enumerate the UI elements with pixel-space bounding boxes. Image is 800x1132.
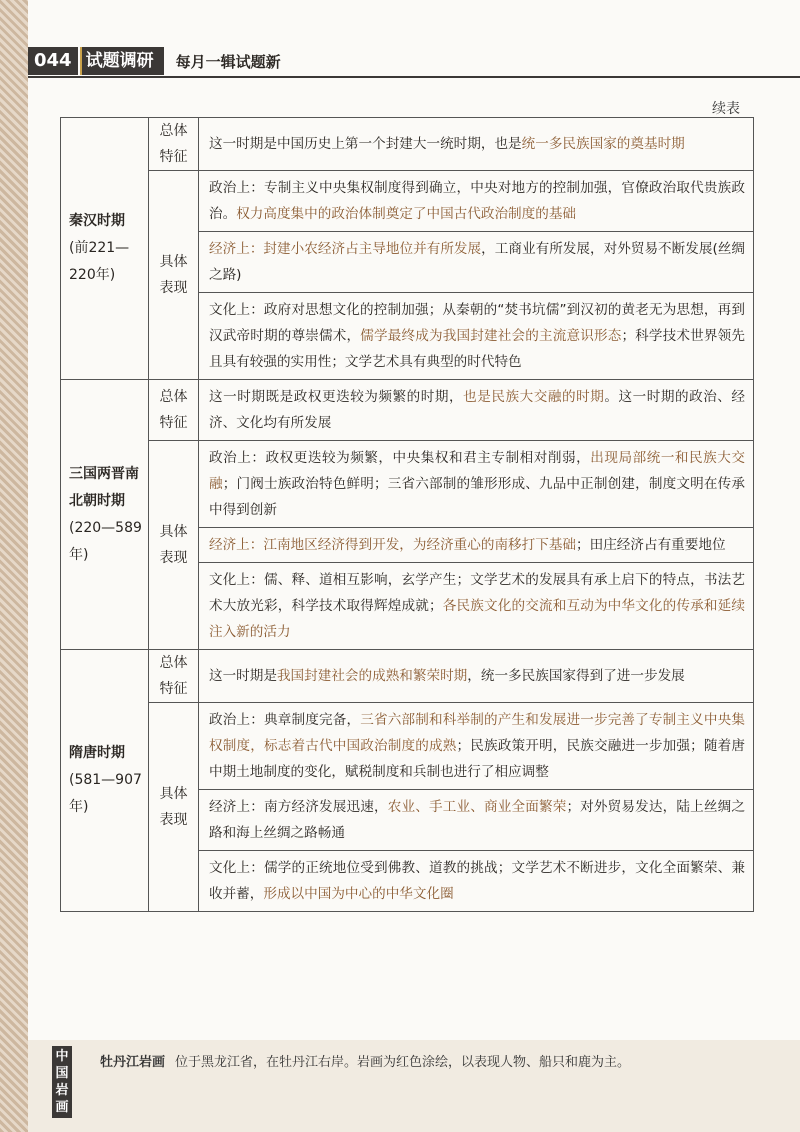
overall-content bbox=[199, 118, 754, 171]
footer-note bbox=[100, 1052, 720, 1074]
period-years: (220—589年) bbox=[69, 519, 142, 563]
period-name: 秦汉时期 bbox=[69, 213, 125, 229]
text-segment: 文化上：政府对思想文化的控制加强；从秦朝的“焚书坑儒”到汉初的黄老无为思想，再到汉武帝时期的尊崇儒术， bbox=[209, 302, 745, 344]
detail-label: 具体表现 bbox=[149, 703, 199, 912]
period-name-cell bbox=[61, 650, 149, 912]
detail-row bbox=[61, 171, 754, 232]
highlighted-text: 各民族文化的交流和互动为中华文化的传承和延续注入新的活力 bbox=[209, 598, 746, 640]
text-segment: ；田庄经济占有重要地位 bbox=[576, 537, 726, 553]
header-rule bbox=[28, 76, 800, 78]
highlighted-text: 三省六部制和科举制的产生和发展进一步完善了专制主义中央集权制度，标志着古代中国政治制度的成熟 bbox=[209, 712, 746, 754]
highlighted-text: 农业、手工业、商业全面繁荣 bbox=[387, 799, 567, 815]
text-segment: 。这一时期的政治、经济、文化均有所发展 bbox=[209, 389, 746, 431]
footer-tag: 中国岩画 bbox=[52, 1046, 72, 1118]
detail-content bbox=[199, 851, 754, 912]
detail-content bbox=[199, 232, 754, 293]
period-years: (581—907年) bbox=[69, 772, 142, 815]
period-years: (前221—220年) bbox=[69, 240, 130, 283]
detail-row bbox=[61, 703, 754, 790]
text-segment: 政治上：政权更迭较为频繁，中央集权和君主专制相对削弱， bbox=[209, 450, 591, 466]
overall-content bbox=[199, 650, 754, 703]
highlighted-text: 统一多民族国家的奠基时期 bbox=[521, 136, 685, 152]
detail-label: 具体表现 bbox=[149, 171, 199, 380]
text-segment: ，统一多民族国家得到了进一步发展 bbox=[467, 668, 685, 684]
history-table bbox=[60, 117, 754, 912]
text-segment: ；民族政策开明，民族交融进一步加强；随着唐中期土地制度的变化，赋税制度和兵制也进行了相应调整 bbox=[209, 738, 746, 780]
detail-content bbox=[199, 441, 754, 528]
page-edge-stripe bbox=[0, 0, 28, 1132]
text-segment: 这一时期既是政权更迭较为频繁的时期， bbox=[209, 389, 464, 405]
highlighted-text: 形成以中国为中心的中华文化圈 bbox=[263, 886, 454, 902]
text-segment: ；门阀士族政治特色鲜明；三省六部制的雏形形成、九品中正制创建，制度文明在传承中得到创新 bbox=[209, 476, 745, 518]
highlighted-text: 我国封建社会的成熟和繁荣时期 bbox=[276, 668, 468, 684]
overall-content bbox=[199, 380, 754, 441]
period-name-cell bbox=[61, 118, 149, 380]
period-name: 隋唐时期 bbox=[69, 745, 125, 761]
highlighted-text: 经济上：江南地区经济得到开发，为经济重心的南移打下基础 bbox=[209, 537, 577, 553]
text-segment: 经济上：南方经济发展迅速， bbox=[209, 799, 388, 815]
overall-label: 总体特征 bbox=[149, 380, 199, 441]
highlighted-text: 出现局部统一和民族大交融 bbox=[209, 450, 746, 492]
detail-content bbox=[199, 528, 754, 563]
period-name-cell bbox=[61, 380, 149, 650]
detail-content bbox=[199, 703, 754, 790]
detail-content bbox=[199, 790, 754, 851]
text-segment: 文化上：儒、释、道相互影响，玄学产生；文学艺术的发展具有承上启下的特点，书法艺术大放光彩，科学技术取得辉煌成就； bbox=[209, 572, 745, 614]
overall-label: 总体特征 bbox=[149, 650, 199, 703]
detail-content bbox=[199, 293, 754, 380]
highlighted-text: 儒学最终成为我国封建社会的主流意识形态 bbox=[360, 328, 622, 344]
text-segment: 这一时期是 bbox=[209, 668, 277, 684]
text-segment: ；对外贸易发达，陆上丝绸之路和海上丝绸之路畅通 bbox=[209, 799, 746, 841]
section-subtitle: 每月一辑试题新 bbox=[175, 52, 281, 71]
continue-label: 续表 bbox=[712, 101, 740, 117]
detail-label: 具体表现 bbox=[149, 441, 199, 650]
page-header bbox=[28, 44, 800, 78]
footer-title: 牡丹江岩画 bbox=[100, 1055, 166, 1070]
detail-row bbox=[61, 441, 754, 528]
text-segment: ，工商业有所发展，对外贸易不断发展(丝绸之路) bbox=[209, 241, 745, 283]
section-tag: 试题调研 bbox=[80, 47, 164, 75]
text-segment: 这一时期是中国历史上第一个封建大一统时期，也是 bbox=[209, 136, 522, 152]
period-name: 三国两晋南北朝时期 bbox=[69, 465, 139, 509]
period-row bbox=[61, 650, 754, 703]
text-segment: ；科学技术世界领先且具有较强的实用性；文学艺术具有典型的时代特色 bbox=[209, 328, 746, 370]
text-segment: 文化上：儒学的正统地位受到佛教、道教的挑战；文学艺术不断进步，文化全面繁荣、兼收并蓄， bbox=[209, 860, 745, 902]
footer-body: 位于黑龙江省，在牡丹江右岸。岩画为红色涂绘，以表现人物、船只和鹿为主。 bbox=[175, 1055, 631, 1070]
page-number: 044 bbox=[28, 47, 78, 75]
detail-content bbox=[199, 563, 754, 650]
period-row bbox=[61, 380, 754, 441]
text-segment: 政治上：典章制度完备， bbox=[209, 712, 361, 728]
text-segment: 政治上：专制主义中央集权制度得到确立，中央对地方的控制加强，官僚政治取代贵族政治。 bbox=[209, 180, 745, 222]
overall-label: 总体特征 bbox=[149, 118, 199, 171]
highlighted-text: 权力高度集中的政治体制奠定了中国古代政治制度的基础 bbox=[236, 206, 577, 222]
highlighted-text: 经济上：封建小农经济占主导地位并有所发展 bbox=[209, 241, 482, 257]
highlighted-text: 也是民族大交融的时期 bbox=[463, 389, 605, 405]
period-row bbox=[61, 118, 754, 171]
detail-content bbox=[199, 171, 754, 232]
